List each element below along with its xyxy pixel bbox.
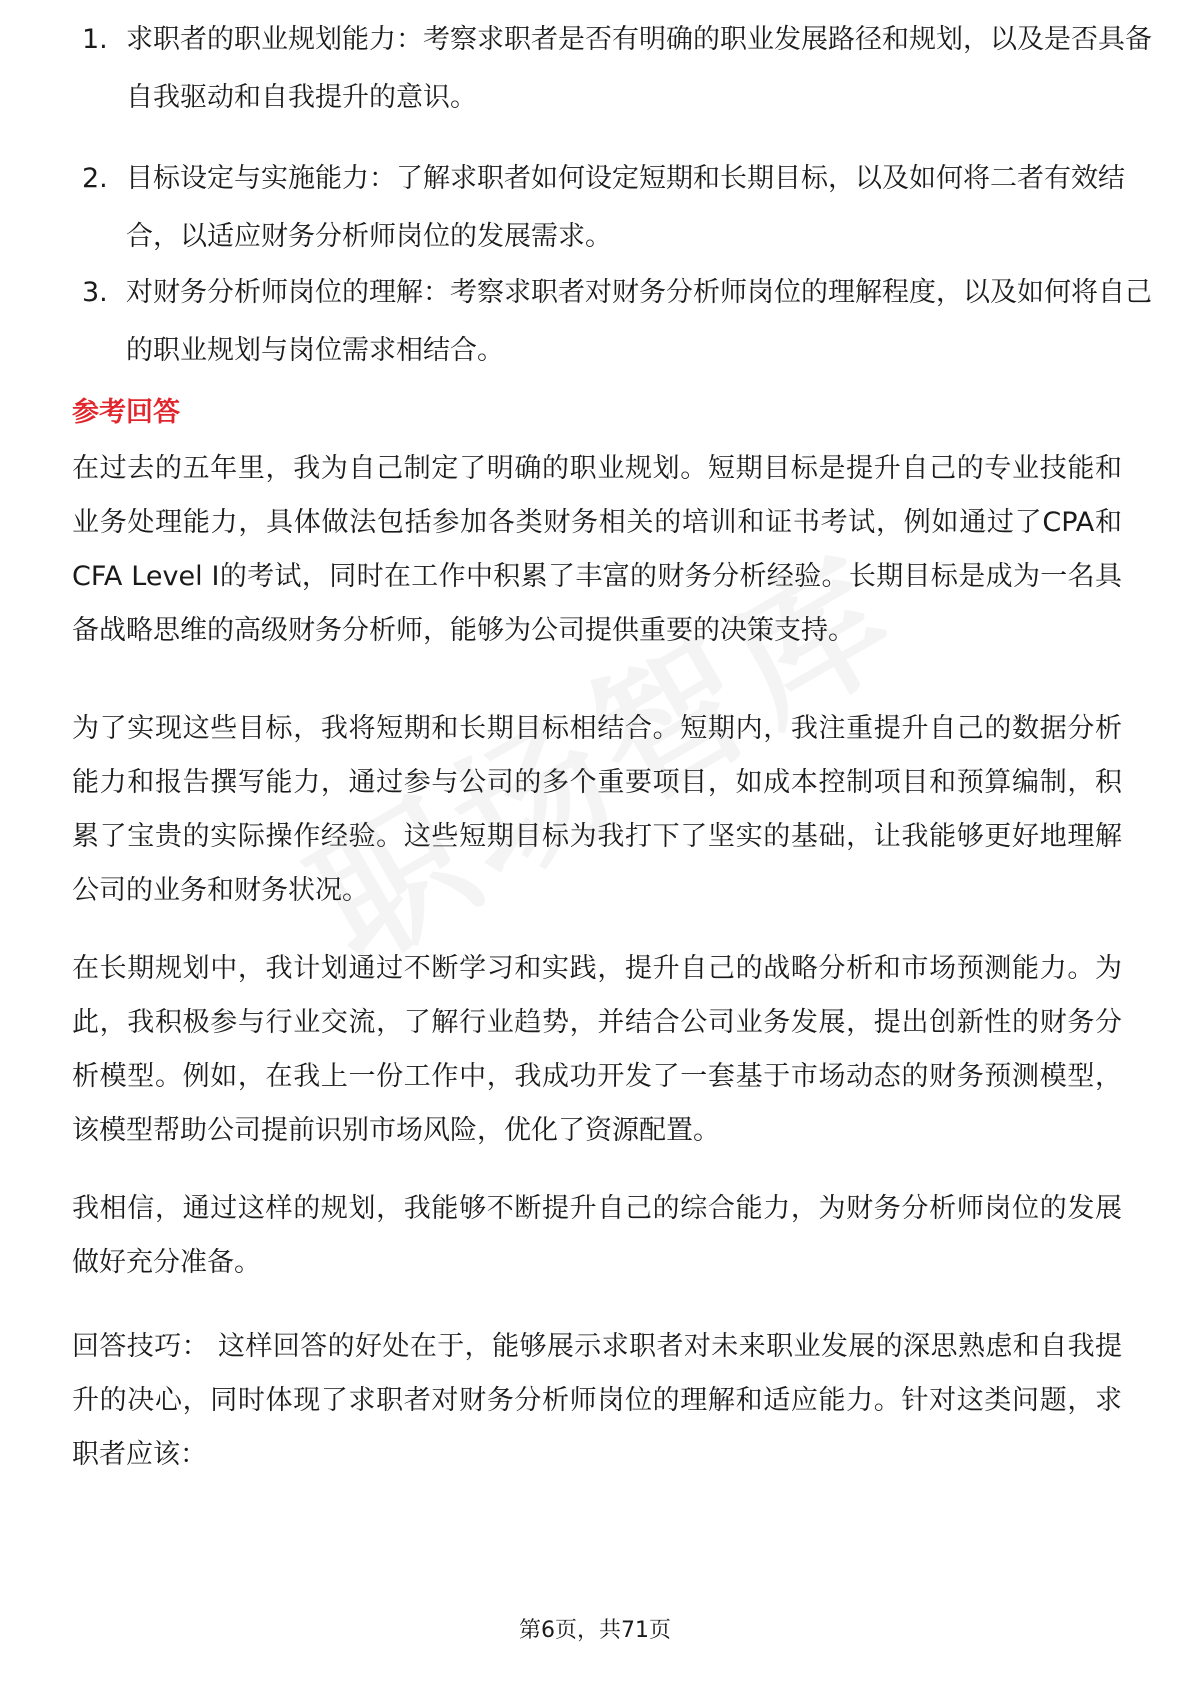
list-item-text: 对财务分析师岗位的理解：考察求职者对财务分析师岗位的理解程度，以及如何将自己的职业规划与岗位需求相结合。 <box>126 277 1152 366</box>
answer-paragraph: 在长期规划中，我计划通过不断学习和实践，提升自己的战略分析和市场预测能力。为此，我积极参与行业交流，了解行业趋势，并结合公司业务发展，提出创新性的财务分析模型。例如，在我上一份工作中，我成功开发了一套基于市场动态的财务预测模型，该模型帮助公司提前识别市场风险，优化了资源配置。 <box>72 953 1122 1146</box>
list-item-text: 求职者的职业规划能力：考察求职者是否有明确的职业发展路径和规划，以及是否具备自我驱动和自我提升的意识。 <box>126 24 1152 113</box>
page-number-footer: 第6页，共71页 <box>519 1618 671 1643</box>
answer-paragraph: 在过去的五年里，我为自己制定了明确的职业规划。短期目标是提升自己的专业技能和业务处理能力，具体做法包括参加各类财务相关的培训和证书考试，例如通过了CPA和CFA Level I的考试，同时在工作中积累了丰富的财务分析经验。长期目标是成为一名具备战略思维的高级财务分析师，能够为公司提供重要的决策支持。 <box>72 453 1122 646</box>
answer-tips-paragraph: 回答技巧： 这样回答的好处在于，能够展示求职者对未来职业发展的深思熟虑和自我提升的决心，同时体现了求职者对财务分析师岗位的理解和适应能力。针对这类问题，求职者应该： <box>72 1331 1122 1470</box>
list-item-number: 3. <box>82 277 108 308</box>
list-item-number: 2. <box>82 163 108 194</box>
answer-paragraph: 我相信，通过这样的规划，我能够不断提升自己的综合能力，为财务分析师岗位的发展做好充分准备。 <box>72 1193 1122 1278</box>
section-title: 参考回答 <box>72 397 180 428</box>
list-item-number: 1. <box>82 24 108 55</box>
list-item <box>82 150 1166 266</box>
list-item-text: 目标设定与实施能力：了解求职者如何设定短期和长期目标，以及如何将二者有效结合，以适应财务分析师岗位的发展需求。 <box>126 163 1125 252</box>
list-item <box>82 11 1166 127</box>
answer-paragraph: 为了实现这些目标，我将短期和长期目标相结合。短期内，我注重提升自己的数据分析能力和报告撰写能力，通过参与公司的多个重要项目，如成本控制项目和预算编制，积累了宝贵的实际操作经验。这些短期目标为我打下了坚实的基础，让我能够更好地理解公司的业务和财务状况。 <box>72 713 1122 906</box>
list-item <box>82 264 1166 380</box>
